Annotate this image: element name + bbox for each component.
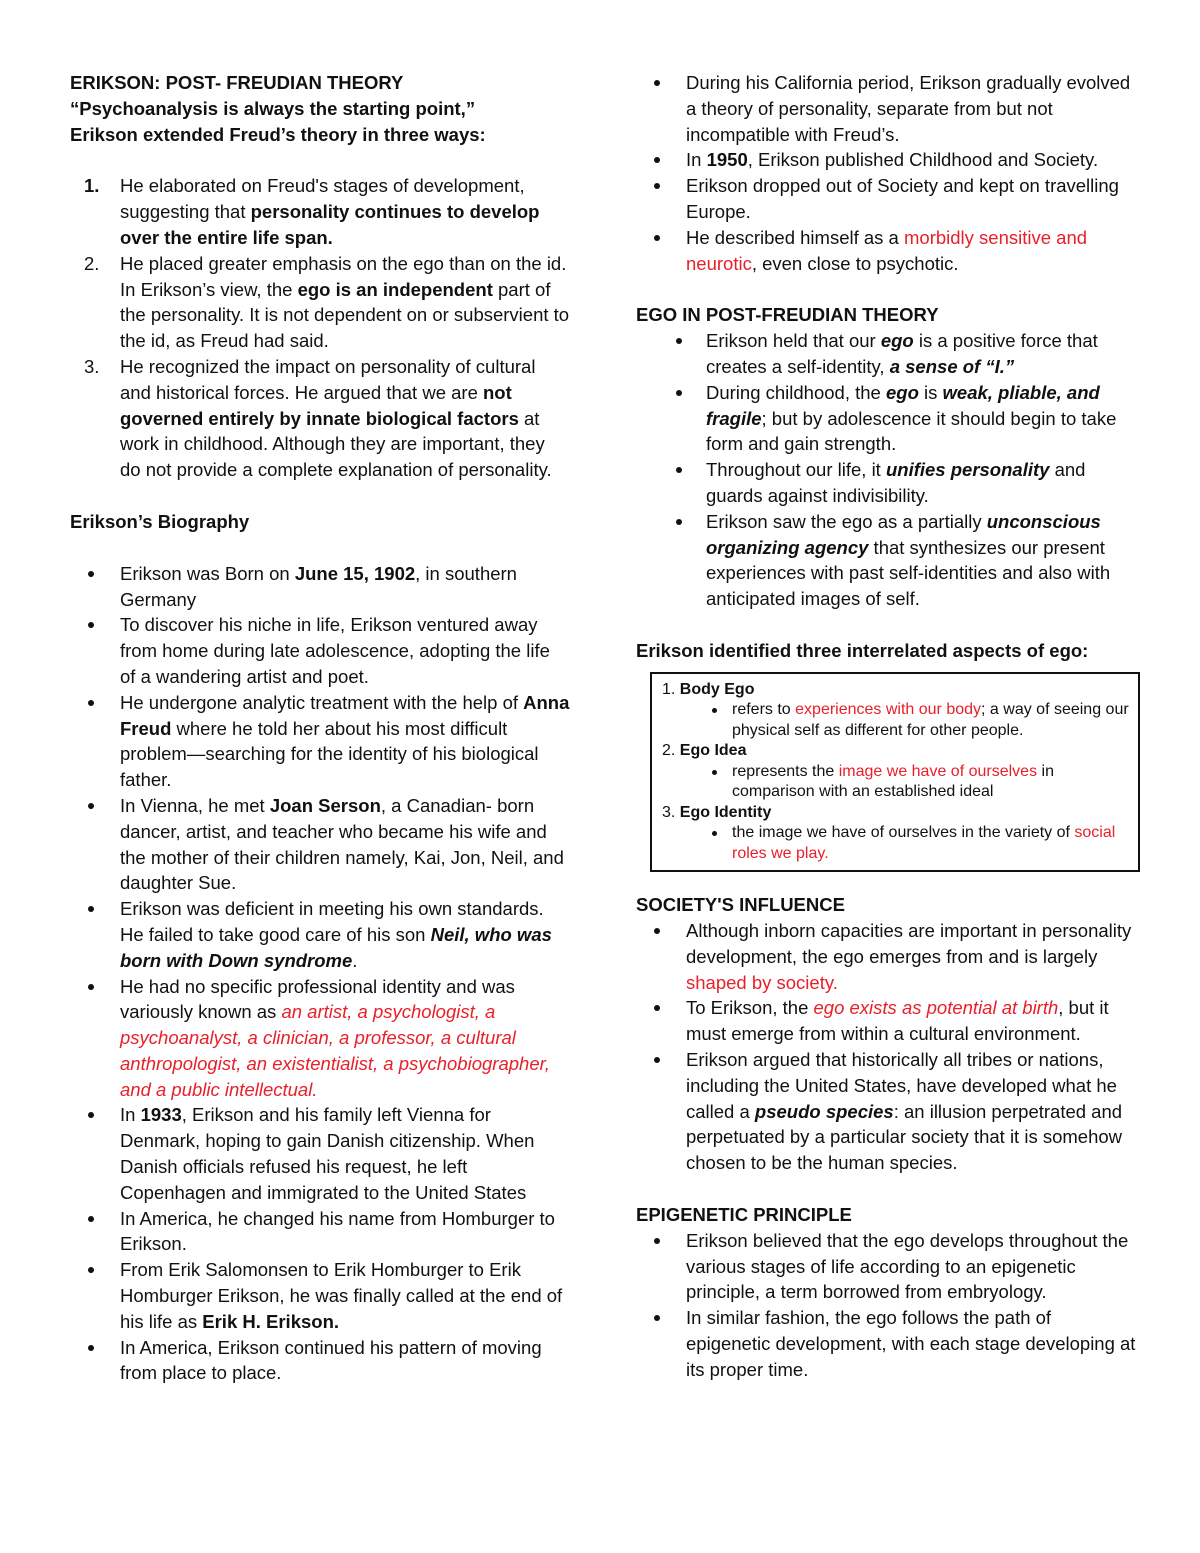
intro-heading: Erikson extended Freud’s theory in three ways:: [70, 123, 486, 145]
list-item: Erikson was deficient in meeting his own standards. He failed to take good care of his son Neil, who was born with Down syndrome.: [70, 896, 570, 973]
bullet-icon: [88, 622, 94, 628]
aspects-box: [650, 672, 1140, 873]
bullet-icon: [676, 338, 682, 344]
list-item: Erikson was Born on June 15, 1902, in southern Germany: [70, 561, 570, 613]
society-list: [636, 918, 1136, 1176]
bullet-icon: [654, 235, 660, 241]
bullet-icon: [88, 1267, 94, 1273]
bullet-icon: [654, 1315, 660, 1321]
list-item: 3. He recognized the impact on personality of cultural and historical forces. He argued that we are not governed entirely by innate biological factors at work in childhood. Although they are important, they do not provide a complete explanation of personality.: [84, 355, 552, 481]
bullet-icon: [654, 1238, 660, 1244]
list-item: In 1950, Erikson published Childhood and Society.: [636, 147, 1136, 173]
list-number: 1.: [84, 175, 100, 197]
list-number: 3.: [84, 355, 100, 377]
aspects-heading: Erikson identified three interrelated aspects of ego:: [636, 639, 1089, 661]
list-item: In Vienna, he met Joan Serson, a Canadian- born dancer, artist, and teacher who became his wife and the mother of their children namely, Kai, Jon, Neil, and daughter Sue.: [70, 793, 570, 896]
epigenetic-heading: EPIGENETIC PRINCIPLE: [636, 1204, 852, 1225]
aspect-body-ego: 1. Body Ego: [662, 680, 755, 698]
bullet-icon: [676, 390, 682, 396]
list-item: In similar fashion, the ego follows the path of epigenetic development, with each stage developing at its proper time.: [636, 1305, 1136, 1382]
bullet-icon: [654, 928, 660, 934]
list-item: Although inborn capacities are important in personality development, the ego emerges from and is largely shaped by society.: [636, 918, 1136, 995]
bullet-icon: [88, 1345, 94, 1351]
list-item: To discover his niche in life, Erikson ventured away from home during late adolescence, adopting the life of a wandering artist and poet.: [70, 612, 570, 689]
ego-heading: EGO IN POST-FREUDIAN THEORY: [636, 304, 939, 326]
list-item: 2. He placed greater emphasis on the ego than on the id. In Erikson’s view, the ego is an independent part of the personality. It is not dependent on or subservient to the id, as Freud had said.: [84, 252, 570, 352]
list-item: In America, he changed his name from Homburger to Erikson.: [70, 1206, 570, 1258]
list-item: Erikson held that our ego is a positive force that creates a self-identity, a sense of “I.”: [636, 328, 1136, 380]
list-item: represents the image we have of ourselves in comparison with an established ideal: [662, 762, 1130, 803]
right-column: [636, 70, 1136, 1383]
bullet-icon: [654, 157, 660, 163]
list-item: refers to experiences with our body; a way of seeing our physical self as different for other people.: [662, 700, 1130, 741]
list-item: Throughout our life, it unifies personality and guards against indivisibility.: [636, 457, 1136, 509]
bullet-icon: [654, 1057, 660, 1063]
biography-heading: Erikson’s Biography: [70, 510, 250, 532]
biography-list: [70, 561, 570, 1387]
list-item: Erikson dropped out of Society and kept on travelling Europe.: [636, 173, 1136, 225]
bullet-icon: [654, 80, 660, 86]
california-list: [636, 70, 1136, 276]
left-column: [70, 70, 570, 1386]
bullet-icon: [676, 519, 682, 525]
list-item: To Erikson, the ego exists as potential at birth, but it must emerge from within a cultural environment.: [636, 995, 1136, 1047]
list-item: During his California period, Erikson gradually evolved a theory of personality, separate from but not incompatible with Freud’s.: [636, 70, 1136, 147]
society-heading: SOCIETY'S INFLUENCE: [636, 894, 845, 916]
bullet-icon: [712, 770, 717, 775]
list-item: He had no specific professional identity and was variously known as an artist, a psychologist, a psychoanalyst, a clinician, a professor, a cultural anthropologist, an existentialist, a psychobiographer, and a public intellectual.: [70, 974, 570, 1103]
list-item: From Erik Salomonsen to Erik Homburger to Erik Homburger Erikson, he was finally called at the end of his life as Erik H. Erikson.: [70, 1257, 570, 1334]
bullet-icon: [88, 1112, 94, 1118]
bullet-icon: [654, 1005, 660, 1011]
bullet-icon: [676, 467, 682, 473]
ego-list: [636, 328, 1136, 612]
list-item: He described himself as a morbidly sensitive and neurotic, even close to psychotic.: [636, 225, 1136, 277]
list-number: 2.: [84, 252, 100, 274]
list-item: He undergone analytic treatment with the help of Anna Freud where he told her about his most difficult problem—searching for the identity of his biological father.: [70, 690, 570, 793]
ways-list: [70, 173, 570, 483]
bullet-icon: [88, 906, 94, 912]
list-item: In 1933, Erikson and his family left Vienna for Denmark, hoping to gain Danish citizenship. When Danish officials refused his request, he left Copenhagen and immigrated to the United States: [70, 1102, 570, 1205]
quote: “Psychoanalysis is always the starting point,”: [70, 97, 476, 119]
bullet-icon: [88, 700, 94, 706]
list-item: During childhood, the ego is weak, pliable, and fragile; but by adolescence it should begin to take form and gain strength.: [636, 380, 1136, 457]
aspect-ego-identity: 3. Ego Identity: [662, 803, 772, 821]
list-item: the image we have of ourselves in the variety of social roles we play.: [662, 823, 1130, 864]
bullet-icon: [88, 984, 94, 990]
bullet-icon: [88, 1216, 94, 1222]
list-item: Erikson argued that historically all tribes or nations, including the United States, have developed what he called a pseudo species: an illusion perpetrated and perpetuated by a particular society that it is somehow chosen to be the human species.: [636, 1047, 1136, 1176]
list-item: Erikson believed that the ego develops throughout the various stages of life according to an epigenetic principle, a term borrowed from embryology.: [636, 1228, 1136, 1305]
bullet-icon: [88, 571, 94, 577]
bullet-icon: [654, 183, 660, 189]
document-title: ERIKSON: POST- FREUDIAN THEORY: [70, 72, 404, 93]
epigenetic-list: [636, 1228, 1136, 1383]
list-item: In America, Erikson continued his pattern of moving from place to place.: [70, 1335, 570, 1387]
bullet-icon: [712, 831, 717, 836]
bullet-icon: [712, 708, 717, 713]
bullet-icon: [88, 803, 94, 809]
aspect-ego-idea: 2. Ego Idea: [662, 742, 747, 760]
list-item: Erikson saw the ego as a partially unconscious organizing agency that synthesizes our present experiences with past self-identities and also with anticipated images of self.: [636, 509, 1136, 612]
list-item: 1. He elaborated on Freud's stages of development, suggesting that personality continues to develop over the entire life span.: [84, 175, 540, 248]
